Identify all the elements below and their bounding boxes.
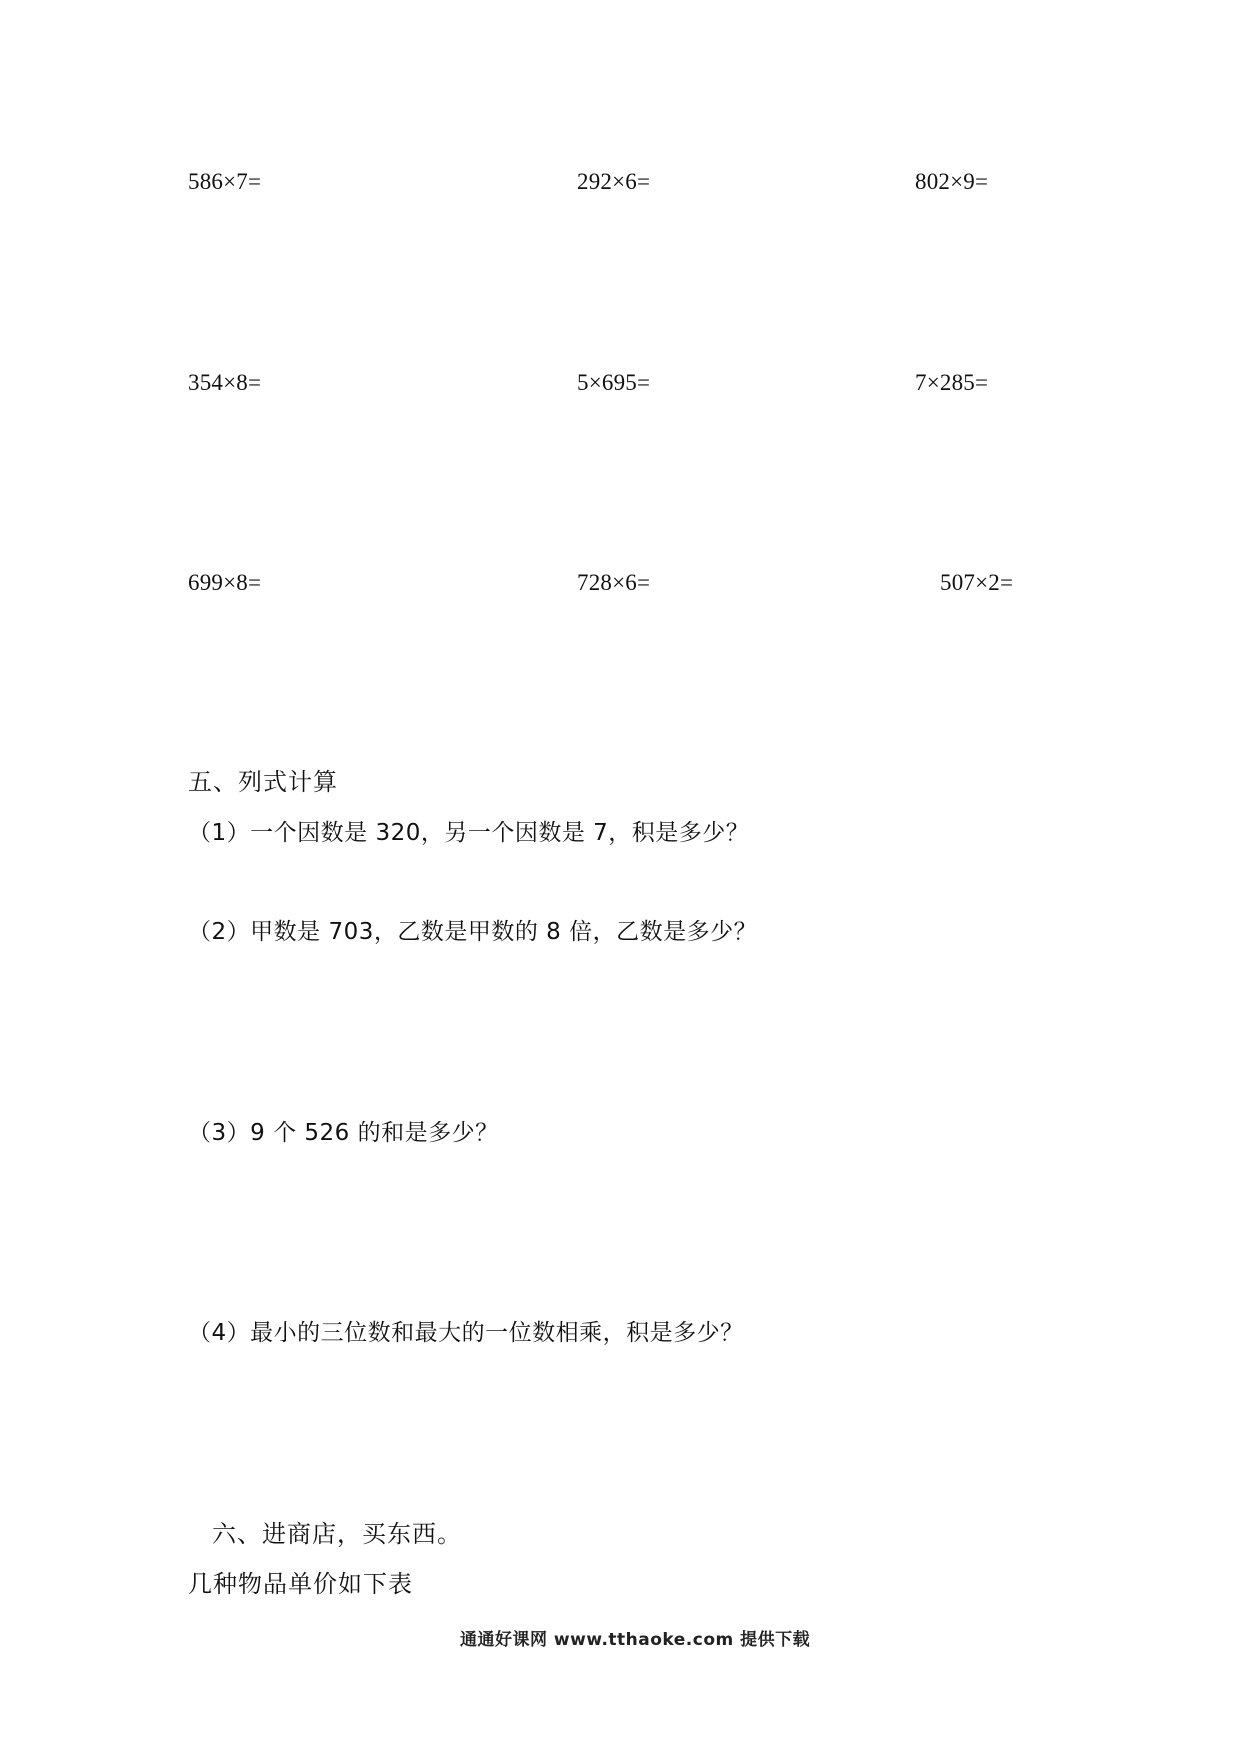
calc-item: 292×6= [577,169,651,194]
question-item: （1）一个因数是 320，另一个因数是 7，积是多少？ [188,820,750,846]
question-item: （2）甲数是 703，乙数是甲数的 8 倍，乙数是多少？ [188,919,758,945]
calc-item: 802×9= [915,169,989,194]
section-title: 六、进商店，买东西。 [212,1520,462,1548]
section-title: 五、列式计算 [188,768,338,796]
footer-text: 通通好课网 www.tthaoke.com 提供下载 [460,1630,811,1650]
calc-item: 7×285= [915,370,989,395]
question-item: （3）9 个 526 的和是多少？ [188,1120,499,1146]
calc-item: 354×8= [188,370,262,395]
calc-item: 5×695= [577,370,651,395]
calc-item: 586×7= [188,169,262,194]
calc-item: 699×8= [188,570,262,595]
calc-item: 728×6= [577,570,651,595]
calc-item: 507×2= [940,570,1014,595]
question-item: （4）最小的三位数和最大的一位数相乘，积是多少？ [188,1320,744,1346]
section-subtitle: 几种物品单价如下表 [188,1570,413,1598]
